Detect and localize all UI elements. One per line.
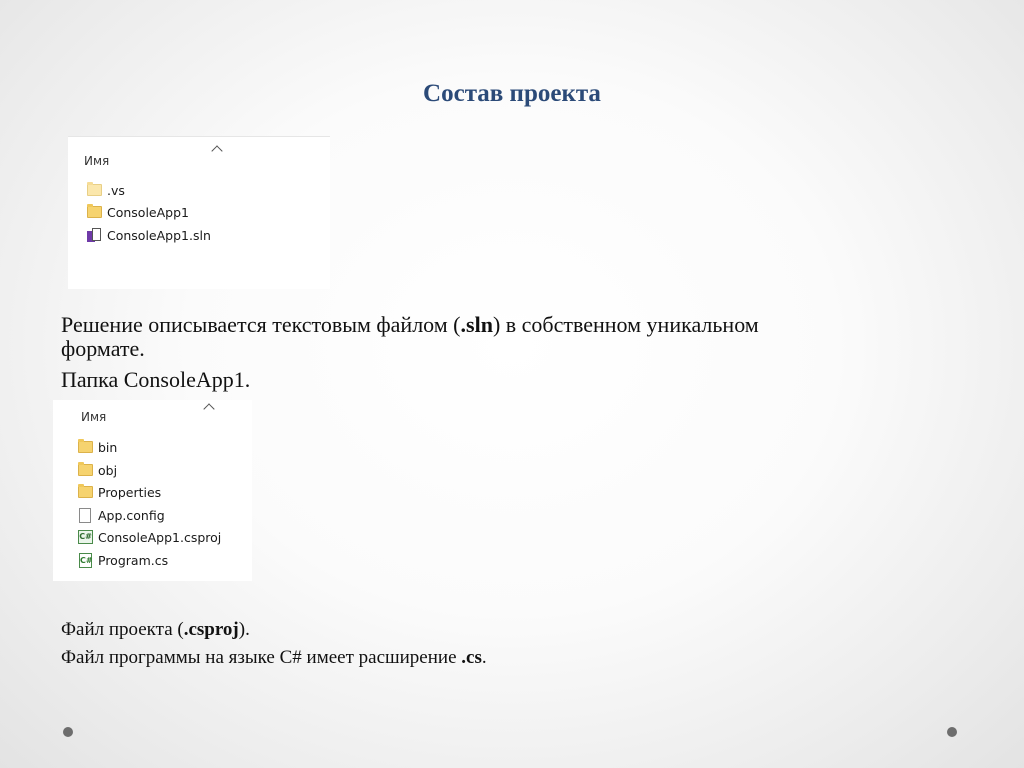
- folder-icon: [78, 486, 93, 498]
- file-row-vs[interactable]: [87, 181, 125, 199]
- csproj-file-icon: C#: [78, 530, 93, 544]
- decorative-dot-right: [947, 727, 957, 737]
- file-name: ConsoleApp1.sln: [107, 227, 211, 243]
- text-part: ).: [238, 619, 250, 640]
- file-row-sln[interactable]: [87, 226, 211, 244]
- slide-title: Состав проекта: [423, 80, 601, 107]
- file-row-program-cs[interactable]: [79, 551, 168, 569]
- decorative-dot-left: [63, 727, 73, 737]
- sln-extension: .sln: [460, 312, 493, 337]
- file-name: obj: [98, 462, 118, 478]
- cs-file-icon: C#: [79, 553, 92, 568]
- file-name: ConsoleApp1: [107, 204, 189, 220]
- column-header-name[interactable]: Имя: [81, 410, 107, 424]
- file-name: Program.cs: [98, 552, 169, 568]
- file-row-app-config[interactable]: [79, 506, 165, 524]
- text-part: формате.: [61, 336, 145, 361]
- folder-caption: Папка ConsoleApp1.: [61, 367, 251, 392]
- file-name: Properties: [98, 484, 162, 500]
- program-file-caption: [61, 647, 487, 669]
- text-part: ) в собственном уникальном: [492, 312, 759, 337]
- sort-chevron-up-icon[interactable]: [211, 145, 222, 156]
- csproj-extension: .csproj: [183, 619, 239, 640]
- cs-extension: .cs: [461, 647, 482, 668]
- text-part: Файл программы на языке C# имеет расширение: [61, 647, 462, 668]
- sort-chevron-up-icon[interactable]: [203, 403, 214, 414]
- folder-light-icon: [87, 184, 102, 196]
- file-row-bin[interactable]: [78, 438, 117, 456]
- file-row-obj[interactable]: [78, 461, 117, 479]
- file-row-properties[interactable]: [78, 483, 161, 501]
- text-part: Файл проекта (: [61, 619, 184, 640]
- folder-icon: [78, 464, 93, 476]
- solution-file-icon: [87, 228, 102, 243]
- file-name: App.config: [98, 507, 165, 523]
- text-part: Решение описывается текстовым файлом (: [61, 312, 461, 337]
- explorer-panel-project-folder: [53, 400, 252, 581]
- column-header-name[interactable]: Имя: [84, 154, 110, 168]
- file-row-csproj[interactable]: [78, 528, 221, 546]
- project-file-caption: [61, 619, 250, 641]
- text-part: .: [481, 647, 487, 668]
- file-name: ConsoleApp1.csproj: [98, 529, 222, 545]
- folder-icon: [87, 206, 102, 218]
- explorer-panel-root: [68, 136, 330, 289]
- solution-description: [61, 313, 961, 361]
- file-name: bin: [98, 439, 118, 455]
- file-name: .vs: [107, 182, 125, 198]
- folder-icon: [78, 441, 93, 453]
- file-row-consoleapp1[interactable]: [87, 203, 189, 221]
- config-file-icon: [79, 508, 91, 523]
